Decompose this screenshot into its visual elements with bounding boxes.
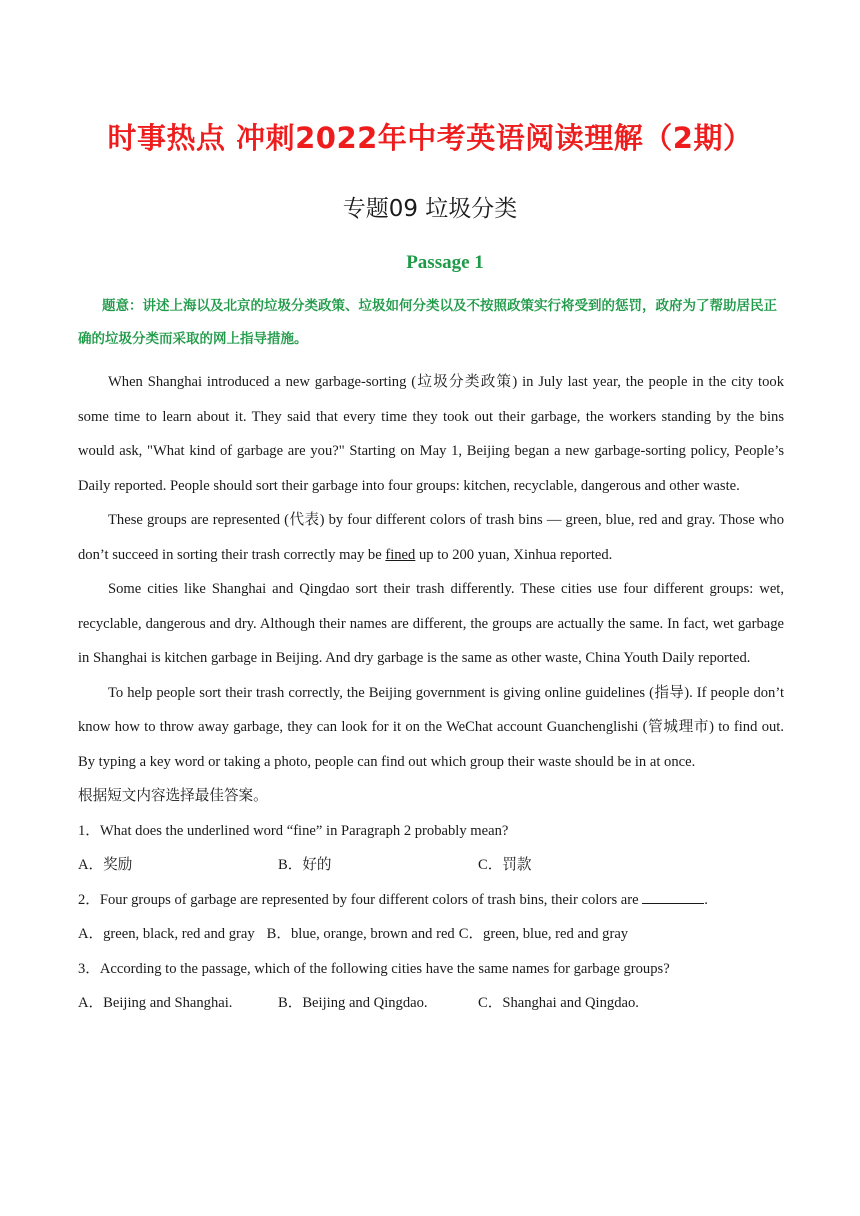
passage-summary: 题意：讲述上海以及北京的垃圾分类政策、垃圾如何分类以及不按照政策实行将受到的惩罚，政府为了帮助居民正确的垃圾分类而采取的网上指导措施。 <box>78 298 777 347</box>
question-2-end: . <box>704 891 708 908</box>
passage-title: Passage 1 <box>406 252 484 273</box>
paragraph-2-text-a: These groups are represented (代表) by four different colors of trash bins — green, blue, red and gray. Those who don’t succeed in sorting their trash correctly may be <box>78 512 784 563</box>
option-c: C．green, blue, red and gray <box>458 926 629 942</box>
instruction: 根据短文内容选择最佳答案。 <box>78 788 268 804</box>
paragraph-2-text-b: up to 200 yuan, Xinhua reported. <box>415 546 613 563</box>
paragraph-4: To help people sort their trash correctly, the Beijing government is giving online guidelines (指导). If people don’t know how to throw away garbage, they can look for it on the WeChat account Guanchenglishi (管城理市) to find out. By typing a key word or taking a photo, people can find out which group their waste should be in at once. <box>78 684 784 770</box>
option-c: C．Shanghai and Qingdao. <box>478 995 639 1011</box>
question-2 <box>78 883 784 918</box>
option-b: B．好的 <box>278 857 332 873</box>
question-3-options <box>78 986 784 1021</box>
question-2-text: 2．Four groups of garbage are represented by four different colors of trash bins, their colors are <box>78 891 643 908</box>
paragraph-1: When Shanghai introduced a new garbage-sorting (垃圾分类政策) in July last year, the people in the city took some time to learn about it. They said that every time they took out their garbage, the workers standing by the bins would ask, "What kind of garbage are you?" Starting on May 1, Beijing began a new garbage-sorting policy, People’s Daily reported. People should sort their garbage into four groups: kitchen, recyclable, dangerous and other waste. <box>78 374 784 494</box>
document-subtitle: 专题09 垃圾分类 <box>342 196 518 222</box>
option-c: C．罚款 <box>478 857 532 873</box>
document-title: 时事热点 冲刺2022年中考英语阅读理解（2期） <box>107 121 753 155</box>
paragraph-2 <box>78 503 784 572</box>
question-1-options <box>78 848 784 883</box>
option-b: B．blue, orange, brown and red <box>266 926 455 942</box>
underlined-word: fined <box>385 546 416 563</box>
option-a: A．green, black, red and gray <box>78 926 255 942</box>
passage-body <box>78 365 784 1021</box>
option-b: B．Beijing and Qingdao. <box>278 995 428 1011</box>
question-3: 3．According to the passage, which of the following cities have the same names for garbage groups? <box>78 960 670 977</box>
option-a: A．Beijing and Shanghai. <box>78 995 233 1011</box>
option-a: A．奖励 <box>78 857 133 873</box>
paragraph-3: Some cities like Shanghai and Qingdao sort their trash differently. These cities use four different groups: wet, recyclable, dangerous and dry. Although their names are different, the groups are actually the same. In fact, wet garbage in Shanghai is kitchen garbage in Beijing. And dry garbage is the same as other waste, China Youth Daily reported. <box>78 581 784 666</box>
question-1: 1．What does the underlined word “fine” in Paragraph 2 probably mean? <box>78 822 509 839</box>
question-2-options <box>78 917 784 952</box>
answer-blank <box>642 889 704 904</box>
